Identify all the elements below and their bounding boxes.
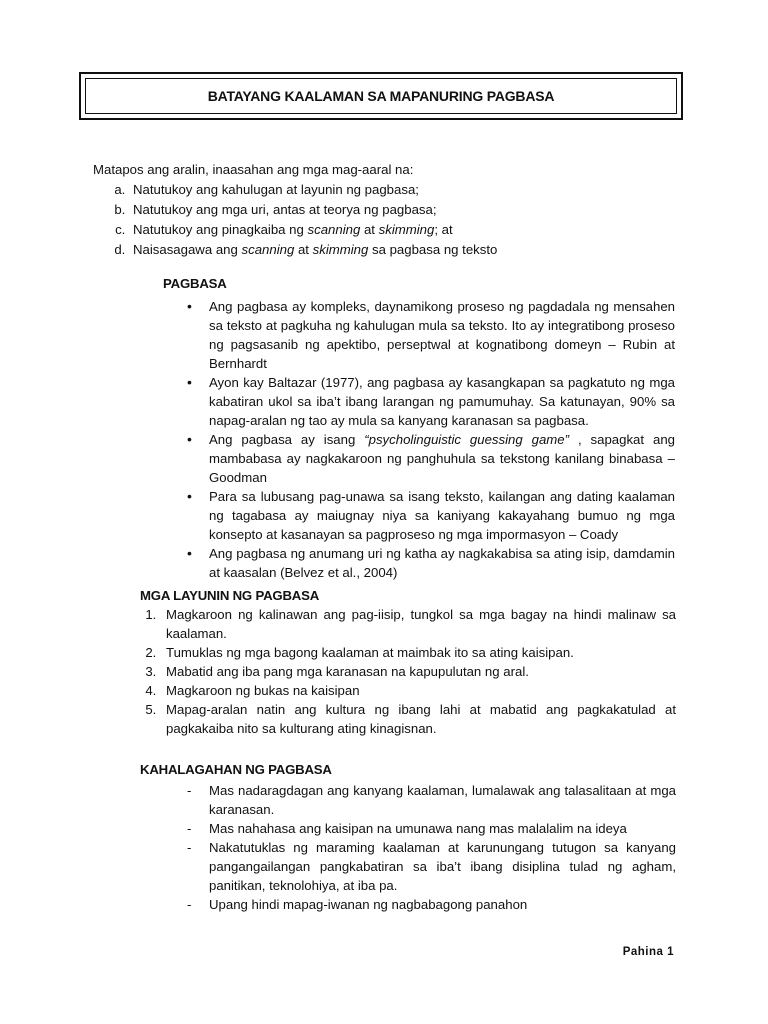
bullet-item: • Ayon kay Baltazar (1977), ang pagbasa ay kasangkapan sa pagkatuto ng mga kabatiran ukol sa iba’t ibang larangan ng pamumuhay. Sa katunayan, 90% sa napag-aralan ng tao ay mula sa kanyang karanasan sa pagbasa.	[209, 373, 675, 430]
intro-section	[93, 160, 693, 260]
section-heading: MGA LAYUNIN NG PAGBASA	[140, 588, 320, 603]
bullet-item: • Para sa lubusang pag-unawa sa isang teksto, kailangan ang dating kaalaman ng tagabasa ay maiugnay niya sa kaniyang kakayahang bumuo ng mga konsepto at kasanayan sa pagproseso ng mga impormasyon – Coady	[209, 487, 675, 544]
list-item: 1. Magkaroon ng kalinawan ang pag-iisip, tungkol sa mga bagay na hindi malinaw sa kaalaman.	[160, 605, 676, 643]
pagbasa-bullet-list	[163, 297, 675, 582]
dash-item: - Nakatutuklas ng maraming kaalaman at karunungang tutugon sa kanyang pangangailangan pangkabatiran sa iba’t ibang disiplina tulad ng agham, panitikan, teknolohiya, at iba pa.	[209, 838, 676, 895]
kahalagahan-section	[140, 762, 676, 914]
intro-lead: Matapos ang aralin, inaasahan ang mga mag-aaral na:	[93, 162, 414, 177]
objective-item: b. Natutukoy ang mga uri, antas at teorya ng pagbasa;	[129, 200, 693, 220]
document-title: BATAYANG KAALAMAN SA MAPANURING PAGBASA	[85, 78, 677, 114]
list-item: 5. Mapag-aralan natin ang kultura ng ibang lahi at mabatid ang pagkakatulad at pagkakaiba nito sa kulturang ating kinagisnan.	[160, 700, 676, 738]
objective-item: c. Natutukoy ang pinagkaiba ng scanning at skimming; at	[129, 220, 693, 240]
list-item: 4. Magkaroon ng bukas na kaisipan	[160, 681, 676, 700]
objectives-list	[93, 180, 693, 260]
page-number: Pahina 1	[622, 946, 674, 958]
bullet-item: • Ang pagbasa ay kompleks, daynamikong proseso ng pagdadala ng mensahen sa teksto at pagkuha ng kahulugan mula sa teksto. Ito ay integratibong proseso ng pagsasanib ng apektibo, perseptwal at kognatibong domeyn – Rubin at Bernhardt	[209, 297, 675, 373]
list-item: 3. Mabatid ang iba pang mga karanasan na kapupulutan ng aral.	[160, 662, 676, 681]
kahalagahan-list	[140, 781, 676, 914]
objective-item: d. Naisasagawa ang scanning at skimming sa pagbasa ng teksto	[129, 240, 693, 260]
dash-item: - Mas nahahasa ang kaisipan na umunawa nang mas malalalim na ideya	[209, 819, 676, 838]
dash-item: - Upang hindi mapag-iwanan ng nagbabagong panahon	[209, 895, 676, 914]
section-heading: KAHALAGAHAN NG PAGBASA	[140, 762, 332, 777]
title-box	[79, 72, 683, 120]
layunin-list	[140, 605, 676, 738]
bullet-item: • Ang pagbasa ng anumang uri ng katha ay nagkakabisa sa ating isip, damdamin at kaasalan (Belvez et al., 2004)	[209, 544, 675, 582]
objective-item: a. Natutukoy ang kahulugan at layunin ng pagbasa;	[129, 180, 693, 200]
layunin-section	[140, 588, 676, 738]
pagbasa-section	[163, 276, 675, 582]
section-heading: PAGBASA	[163, 276, 227, 291]
dash-item: - Mas nadaragdagan ang kanyang kaalaman, lumalawak ang talasalitaan at mga karanasan.	[209, 781, 676, 819]
bullet-item: • Ang pagbasa ay isang “psycholinguistic guessing game” , sapagkat ang mambabasa ay nagkakaroon ng panghuhula sa tekstong kanilang binabasa – Goodman	[209, 430, 675, 487]
list-item: 2. Tumuklas ng mga bagong kaalaman at maimbak ito sa ating kaisipan.	[160, 643, 676, 662]
